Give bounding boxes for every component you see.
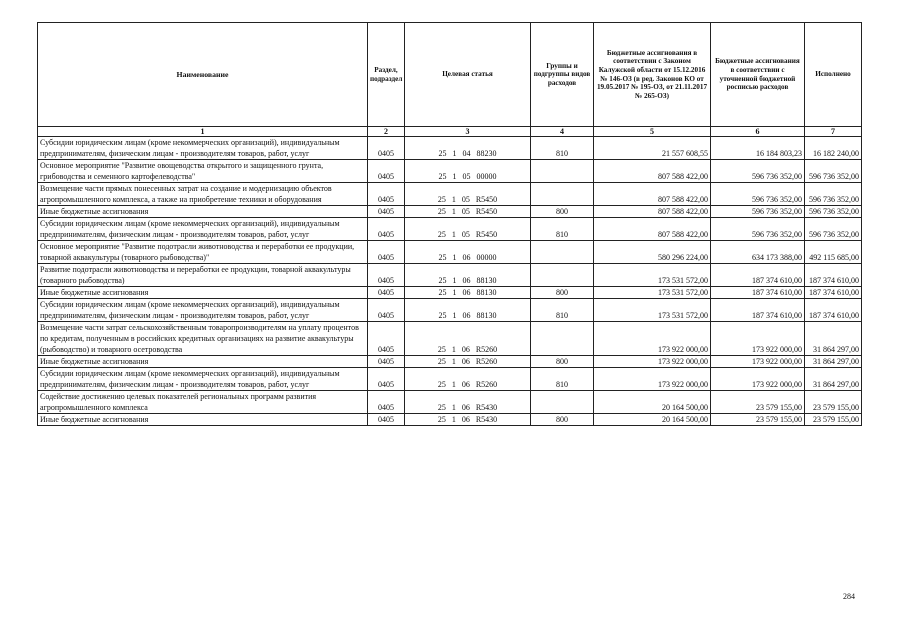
- row-law-amount: 20 164 500,00: [594, 414, 711, 426]
- row-target-code: [405, 322, 531, 356]
- row-law-amount: 173 531 572,00: [594, 287, 711, 299]
- row-target-code: [405, 264, 531, 287]
- row-section: 0405: [368, 414, 405, 426]
- code-part: 25: [438, 253, 447, 262]
- code-part: 05: [461, 207, 470, 216]
- row-executed-amount: 492 115 685,00: [805, 241, 862, 264]
- code-part: 06: [462, 253, 471, 262]
- row-refined-amount: 23 579 155,00: [711, 414, 805, 426]
- code-part: 1: [452, 149, 457, 158]
- row-target-code: [405, 287, 531, 299]
- row-law-amount: 173 922 000,00: [594, 368, 711, 391]
- code-part: 25: [438, 276, 447, 285]
- column-number-row: [38, 127, 862, 137]
- row-law-amount: 807 588 422,00: [594, 183, 711, 206]
- row-refined-amount: 187 374 610,00: [711, 299, 805, 322]
- row-name: Субсидии юридическим лицам (кроме некоммерческих организаций), индивидуальным предпринимателям, физическим лицам - производителям товаров, работ, услуг: [38, 368, 368, 391]
- code-part: R5430: [475, 403, 498, 412]
- page-number: 284: [843, 592, 855, 601]
- table-row: [38, 414, 862, 426]
- row-executed-amount: 187 374 610,00: [805, 287, 862, 299]
- row-target-code: [405, 206, 531, 218]
- row-name: Иные бюджетные ассигнования: [38, 414, 368, 426]
- row-refined-amount: 16 184 803,23: [711, 137, 805, 160]
- row-refined-amount: 596 736 352,00: [711, 218, 805, 241]
- row-group: [531, 241, 594, 264]
- code-part: 00000: [476, 253, 497, 262]
- row-group: 810: [531, 137, 594, 160]
- code-part: 1: [451, 195, 456, 204]
- row-group: [531, 264, 594, 287]
- row-section: 0405: [368, 287, 405, 299]
- row-group: [531, 160, 594, 183]
- code-part: 00000: [476, 172, 497, 181]
- row-name: Субсидии юридическим лицам (кроме некоммерческих организаций), индивидуальным предпринимателям, физическим лицам - производителям товаров, работ, услуг: [38, 299, 368, 322]
- header-target: Целевая статья: [405, 23, 531, 127]
- code-part: 04: [462, 149, 471, 158]
- column-number: 6: [711, 127, 805, 137]
- row-executed-amount: 23 579 155,00: [805, 391, 862, 414]
- code-part: 88130: [476, 276, 497, 285]
- row-law-amount: 807 588 422,00: [594, 206, 711, 218]
- row-refined-amount: 173 922 000,00: [711, 322, 805, 356]
- table-row: [38, 183, 862, 206]
- code-part: 25: [437, 345, 446, 354]
- row-target-code: [405, 299, 531, 322]
- code-part: 25: [438, 149, 447, 158]
- column-number: 5: [594, 127, 711, 137]
- code-part: 1: [452, 288, 457, 297]
- row-section: 0405: [368, 137, 405, 160]
- table-row: [38, 287, 862, 299]
- code-part: 1: [451, 357, 456, 366]
- code-part: 1: [452, 276, 457, 285]
- column-number: 7: [805, 127, 862, 137]
- code-part: 1: [452, 311, 457, 320]
- code-part: R5450: [475, 195, 498, 204]
- column-number: 2: [368, 127, 405, 137]
- table-row: [38, 356, 862, 368]
- header-refined: Бюджетные ассигнования в соответствии с уточненной бюджетной росписью расходов: [711, 23, 805, 127]
- row-section: 0405: [368, 160, 405, 183]
- row-refined-amount: 187 374 610,00: [711, 287, 805, 299]
- code-part: 88230: [476, 149, 497, 158]
- row-law-amount: 580 296 224,00: [594, 241, 711, 264]
- row-executed-amount: 31 864 297,00: [805, 356, 862, 368]
- code-part: 05: [462, 172, 471, 181]
- row-group: 800: [531, 206, 594, 218]
- header-law: Бюджетные ассигнования в соответствии с Законом Калужской области от 15.12.2016 № 146-ОЗ (в ред. Законов КО от 19.05.2017 № 195-ОЗ, от 21.11.2017 № 265-ОЗ): [594, 23, 711, 127]
- table-row: [38, 322, 862, 356]
- row-target-code: [405, 391, 531, 414]
- table-row: [38, 368, 862, 391]
- row-law-amount: 173 922 000,00: [594, 322, 711, 356]
- row-name: Развитие подотрасли животноводства и переработки ее продукции, товарной аквакультуры (товарного рыбоводства): [38, 264, 368, 287]
- table-row: [38, 218, 862, 241]
- row-name: Возмещение части прямых понесенных затрат на создание и модернизацию объектов агропромышленного комплекса, а также на приобретение техники и оборудования: [38, 183, 368, 206]
- table-row: [38, 241, 862, 264]
- row-section: 0405: [368, 299, 405, 322]
- row-executed-amount: 596 736 352,00: [805, 206, 862, 218]
- code-part: 05: [461, 230, 470, 239]
- row-name: Основное мероприятие "Развитие овощеводства открытого и защищенного грунта, грибоводства и семенного картофелеводства": [38, 160, 368, 183]
- row-target-code: [405, 218, 531, 241]
- row-name: Содействие достижению целевых показателей региональных программ развития агропромышленного комплекса: [38, 391, 368, 414]
- row-group: 810: [531, 368, 594, 391]
- row-target-code: [405, 183, 531, 206]
- row-group: 800: [531, 287, 594, 299]
- header-name: Наименование: [38, 23, 368, 127]
- row-executed-amount: 187 374 610,00: [805, 299, 862, 322]
- table-row: [38, 391, 862, 414]
- header-row: [38, 23, 862, 127]
- column-number: 3: [405, 127, 531, 137]
- code-part: R5450: [475, 207, 498, 216]
- code-part: R5450: [475, 230, 498, 239]
- row-name: Субсидии юридическим лицам (кроме некоммерческих организаций), индивидуальным предпринимателям, физическим лицам - производителям товаров, работ, услуг: [38, 218, 368, 241]
- table-row: [38, 160, 862, 183]
- row-law-amount: 173 531 572,00: [594, 264, 711, 287]
- row-group: 800: [531, 356, 594, 368]
- row-group: 800: [531, 414, 594, 426]
- row-executed-amount: 596 736 352,00: [805, 218, 862, 241]
- row-group: [531, 391, 594, 414]
- row-group: [531, 322, 594, 356]
- row-section: 0405: [368, 218, 405, 241]
- code-part: 1: [451, 230, 456, 239]
- row-target-code: [405, 414, 531, 426]
- row-refined-amount: 173 922 000,00: [711, 356, 805, 368]
- column-number: 4: [531, 127, 594, 137]
- code-part: 06: [461, 357, 470, 366]
- table-row: [38, 299, 862, 322]
- row-executed-amount: 23 579 155,00: [805, 414, 862, 426]
- row-executed-amount: 596 736 352,00: [805, 183, 862, 206]
- row-group: 810: [531, 299, 594, 322]
- code-part: 25: [437, 415, 446, 424]
- row-target-code: [405, 160, 531, 183]
- row-name: Субсидии юридическим лицам (кроме некоммерческих организаций), индивидуальным предпринимателям, физическим лицам - производителям товаров, работ, услуг: [38, 137, 368, 160]
- row-law-amount: 173 531 572,00: [594, 299, 711, 322]
- code-part: 1: [451, 380, 456, 389]
- row-name: Иные бюджетные ассигнования: [38, 206, 368, 218]
- code-part: 25: [437, 230, 446, 239]
- header-groups: Группы и подгруппы видов расходов: [531, 23, 594, 127]
- row-section: 0405: [368, 368, 405, 391]
- code-part: 1: [452, 253, 457, 262]
- row-name: Основное мероприятие "Развитие подотрасли животноводства и переработки ее продукции, товарной аквакультуры (товарного рыбоводства)": [38, 241, 368, 264]
- code-part: 06: [462, 276, 471, 285]
- code-part: 25: [438, 288, 447, 297]
- row-law-amount: 807 588 422,00: [594, 160, 711, 183]
- code-part: 1: [452, 172, 457, 181]
- row-section: 0405: [368, 264, 405, 287]
- row-refined-amount: 634 173 388,00: [711, 241, 805, 264]
- code-part: 06: [461, 380, 470, 389]
- row-section: 0405: [368, 183, 405, 206]
- code-part: 06: [461, 415, 470, 424]
- row-name: Иные бюджетные ассигнования: [38, 287, 368, 299]
- row-law-amount: 807 588 422,00: [594, 218, 711, 241]
- row-refined-amount: 23 579 155,00: [711, 391, 805, 414]
- row-refined-amount: 187 374 610,00: [711, 264, 805, 287]
- code-part: 25: [437, 195, 446, 204]
- code-part: 06: [461, 345, 470, 354]
- row-law-amount: 173 922 000,00: [594, 356, 711, 368]
- code-part: 06: [462, 288, 471, 297]
- code-part: 25: [437, 380, 446, 389]
- row-executed-amount: 31 864 297,00: [805, 368, 862, 391]
- row-target-code: [405, 356, 531, 368]
- header-section: Раздел, подраздел: [368, 23, 405, 127]
- code-part: 06: [462, 311, 471, 320]
- code-part: 25: [438, 311, 447, 320]
- row-target-code: [405, 241, 531, 264]
- code-part: 05: [461, 195, 470, 204]
- row-law-amount: 21 557 608,55: [594, 137, 711, 160]
- row-group: [531, 183, 594, 206]
- header-executed: Исполнено: [805, 23, 862, 127]
- row-section: 0405: [368, 241, 405, 264]
- row-group: 810: [531, 218, 594, 241]
- column-number: 1: [38, 127, 368, 137]
- code-part: R5260: [475, 380, 498, 389]
- row-executed-amount: 596 736 352,00: [805, 160, 862, 183]
- row-target-code: [405, 137, 531, 160]
- row-refined-amount: 596 736 352,00: [711, 206, 805, 218]
- table-row: [38, 264, 862, 287]
- row-refined-amount: 596 736 352,00: [711, 160, 805, 183]
- row-section: 0405: [368, 322, 405, 356]
- code-part: 1: [451, 345, 456, 354]
- row-section: 0405: [368, 391, 405, 414]
- row-name: Возмещение части затрат сельскохозяйственным товаропроизводителям на уплату процентов по кредитам, полученным в российских кредитных организациях на развитие аквакультуры (рыбоводство) и товарного осетроводства: [38, 322, 368, 356]
- row-name: Иные бюджетные ассигнования: [38, 356, 368, 368]
- row-executed-amount: 187 374 610,00: [805, 264, 862, 287]
- row-refined-amount: 173 922 000,00: [711, 368, 805, 391]
- code-part: 88130: [476, 311, 497, 320]
- row-executed-amount: 31 864 297,00: [805, 322, 862, 356]
- table-row: [38, 137, 862, 160]
- row-section: 0405: [368, 356, 405, 368]
- row-refined-amount: 596 736 352,00: [711, 183, 805, 206]
- code-part: 1: [451, 207, 456, 216]
- code-part: R5260: [475, 345, 498, 354]
- code-part: R5260: [475, 357, 498, 366]
- code-part: 25: [437, 357, 446, 366]
- row-target-code: [405, 368, 531, 391]
- code-part: R5430: [475, 415, 498, 424]
- code-part: 25: [437, 207, 446, 216]
- code-part: 25: [438, 172, 447, 181]
- code-part: 1: [451, 415, 456, 424]
- code-part: 1: [451, 403, 456, 412]
- budget-table: [37, 22, 862, 426]
- code-part: 88130: [476, 288, 497, 297]
- code-part: 25: [437, 403, 446, 412]
- table-row: [38, 206, 862, 218]
- row-section: 0405: [368, 206, 405, 218]
- row-law-amount: 20 164 500,00: [594, 391, 711, 414]
- row-executed-amount: 16 182 240,00: [805, 137, 862, 160]
- code-part: 06: [461, 403, 470, 412]
